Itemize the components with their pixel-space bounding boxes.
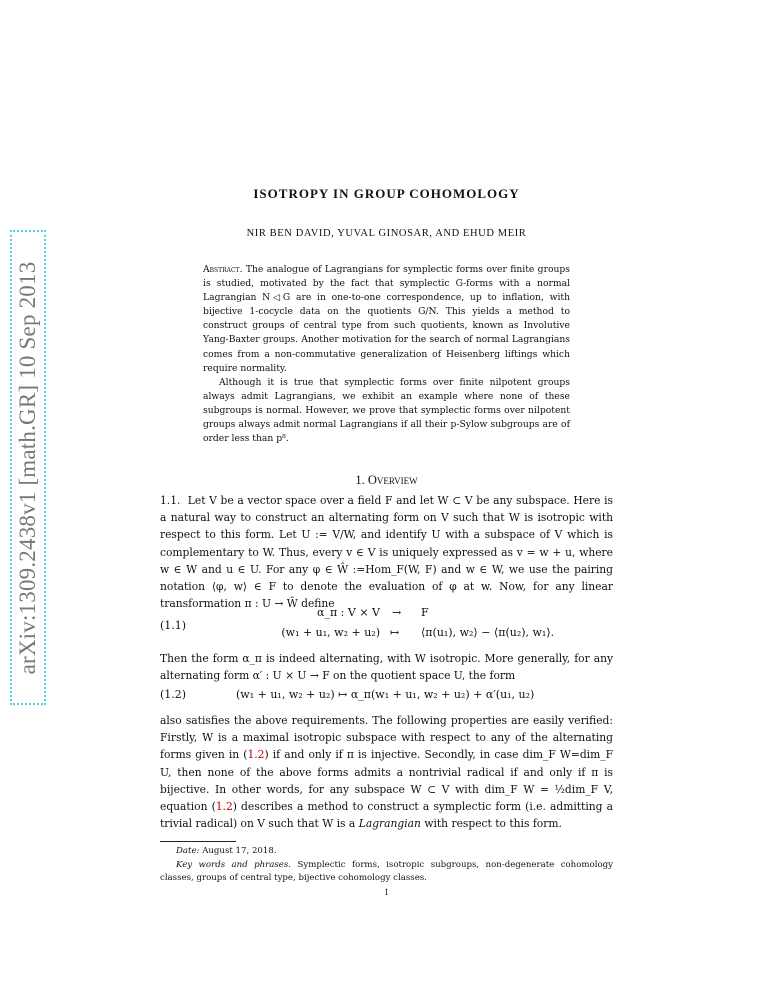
paragraph-2 [160,650,613,684]
footnote-rule [160,841,236,842]
paragraph-3 [160,712,613,832]
paper-authors: NIR BEN DAVID, YUVAL GINOSAR, AND EHUD MEIR [246,228,527,239]
paragraph-3-part-b: ) if and only if π is injective. Secondly, in case dim_F W=dim_F U, then none of the above forms admits a nontrivial radical if and only if π is bijective. In other words, for any subspace W ⊂ V with dim_F W = ½dim_F V, equation ( [160,748,613,814]
eq-1-1-row2-right: ⟨π(u₁), w₂⟩ − ⟨π(u₂), w₁⟩. [421,626,555,639]
eq-1-1-row1-right: F [421,606,429,619]
footnote-keywords-label: Key words and phrases. [176,860,292,870]
abstract-paragraph-2: Although it is true that symplectic forms over finite nilpotent groups always admit Lagrangians, we exhibit an example where none of these subgroups is normal. However, we prove that symplectic forms over nilpotent groups always admit normal Lagrangians if all their p-Sylow subgroups are of order less than p⁸. [203,376,570,445]
equation-1-1-number: (1.1) [160,619,187,632]
eq-1-1-row2-left: (w₁ + u₁, w₂ + u₂) [281,626,380,639]
footnote-date [160,845,613,858]
paragraph-3-part-c: ) describes a method to construct a symplectic form (i.e. admitting a trivial radical) on V such that W is a [160,800,613,831]
paragraph-3-emphasis: Lagrangian [358,817,421,831]
arxiv-id: arXiv:1309.2438v1 [math.GR] 10 Sep 2013 [15,261,40,674]
eq-1-1-row1-left: α_π : V × V [317,606,380,619]
abstract-paragraph-1 [203,263,570,376]
abstract-text-1: The analogue of Lagrangians for symplectic forms over finite groups is studied, motivated by the fact that symplectic G-forms with a normal Lagrangian N◁G are in one-to-one correspondence, up to inflation, with bijective 1-cocycle data on the quotients G/N. This yields a method to construct groups of central type from such quotients, known as Involutive Yang-Baxter groups. Another motivation for the search of normal Lagrangians comes from a non-commutative generalization of Heisenberg liftings which require normality. [203,264,571,374]
footnote-date-label: Date: [176,846,200,856]
equation-1-2-formula: (w₁ + u₁, w₂ + u₂) ↦ α_π(w₁ + u₁, w₂ + u₂) + α′(u₁, u₂) [236,688,535,701]
paragraph-1-1-text: Let V be a vector space over a field F and let W ⊂ V be any subspace. Here is a natural way to construct an alternating form on V such that W is isotropic with respect to this form. Let U := V/W, and identify U with a subspace of V which is complementary to W. Thus, every v ∈ V is uniquely expressed as v = w + u, where w ∈ W and u ∈ U. For any φ ∈ Ŵ :=Hom_F(W, F) and w ∈ W, we use the pairing notation ⟨φ, w⟩ ∈ F to denote the evaluation of φ at w. Now, for any linear transformation π : U → Ŵ define [160,494,613,611]
paragraph-1-1 [160,492,613,612]
paragraph-2-text: Then the form α_π is indeed alternating, with W isotropic. More generally, for any alternating form α′ : U × U → F on the quotient space U, the form [160,652,613,683]
eq-1-1-row1-arrow: → [392,606,402,619]
eq-1-1-row2-arrow: ↦ [390,626,400,639]
footnote-date-value: August 17, 2018. [202,846,277,856]
equation-reference-link[interactable]: 1.2 [247,748,265,762]
page-number: 1 [384,888,389,898]
paragraph-3-part-d: with respect to this form. [420,817,562,831]
abstract [203,263,570,446]
paragraph-3-part-a: also satisfies the above requirements. The following properties are easily verified: Firstly, W is a maximal isotropic subspace with respect to any of the alternating forms given in ( [160,714,613,762]
footnote-keywords [160,859,613,885]
section-number: 1. [355,473,365,487]
paragraph-label: 1.1. [160,494,181,507]
equation-1-2-number: (1.2) [160,688,187,701]
footnote-keywords-value: Symplectic forms, isotropic subgroups, non-degenerate cohomology classes, groups of central type, bijective cohomology classes. [160,860,613,884]
arxiv-stamp [10,230,46,705]
equation-reference-link[interactable]: 1.2 [215,800,233,814]
section-heading [160,473,613,488]
abstract-label: Abstract. [203,264,243,275]
paper-title: ISOTROPY IN GROUP COHOMOLOGY [253,186,520,201]
section-title: Overview [367,473,418,487]
